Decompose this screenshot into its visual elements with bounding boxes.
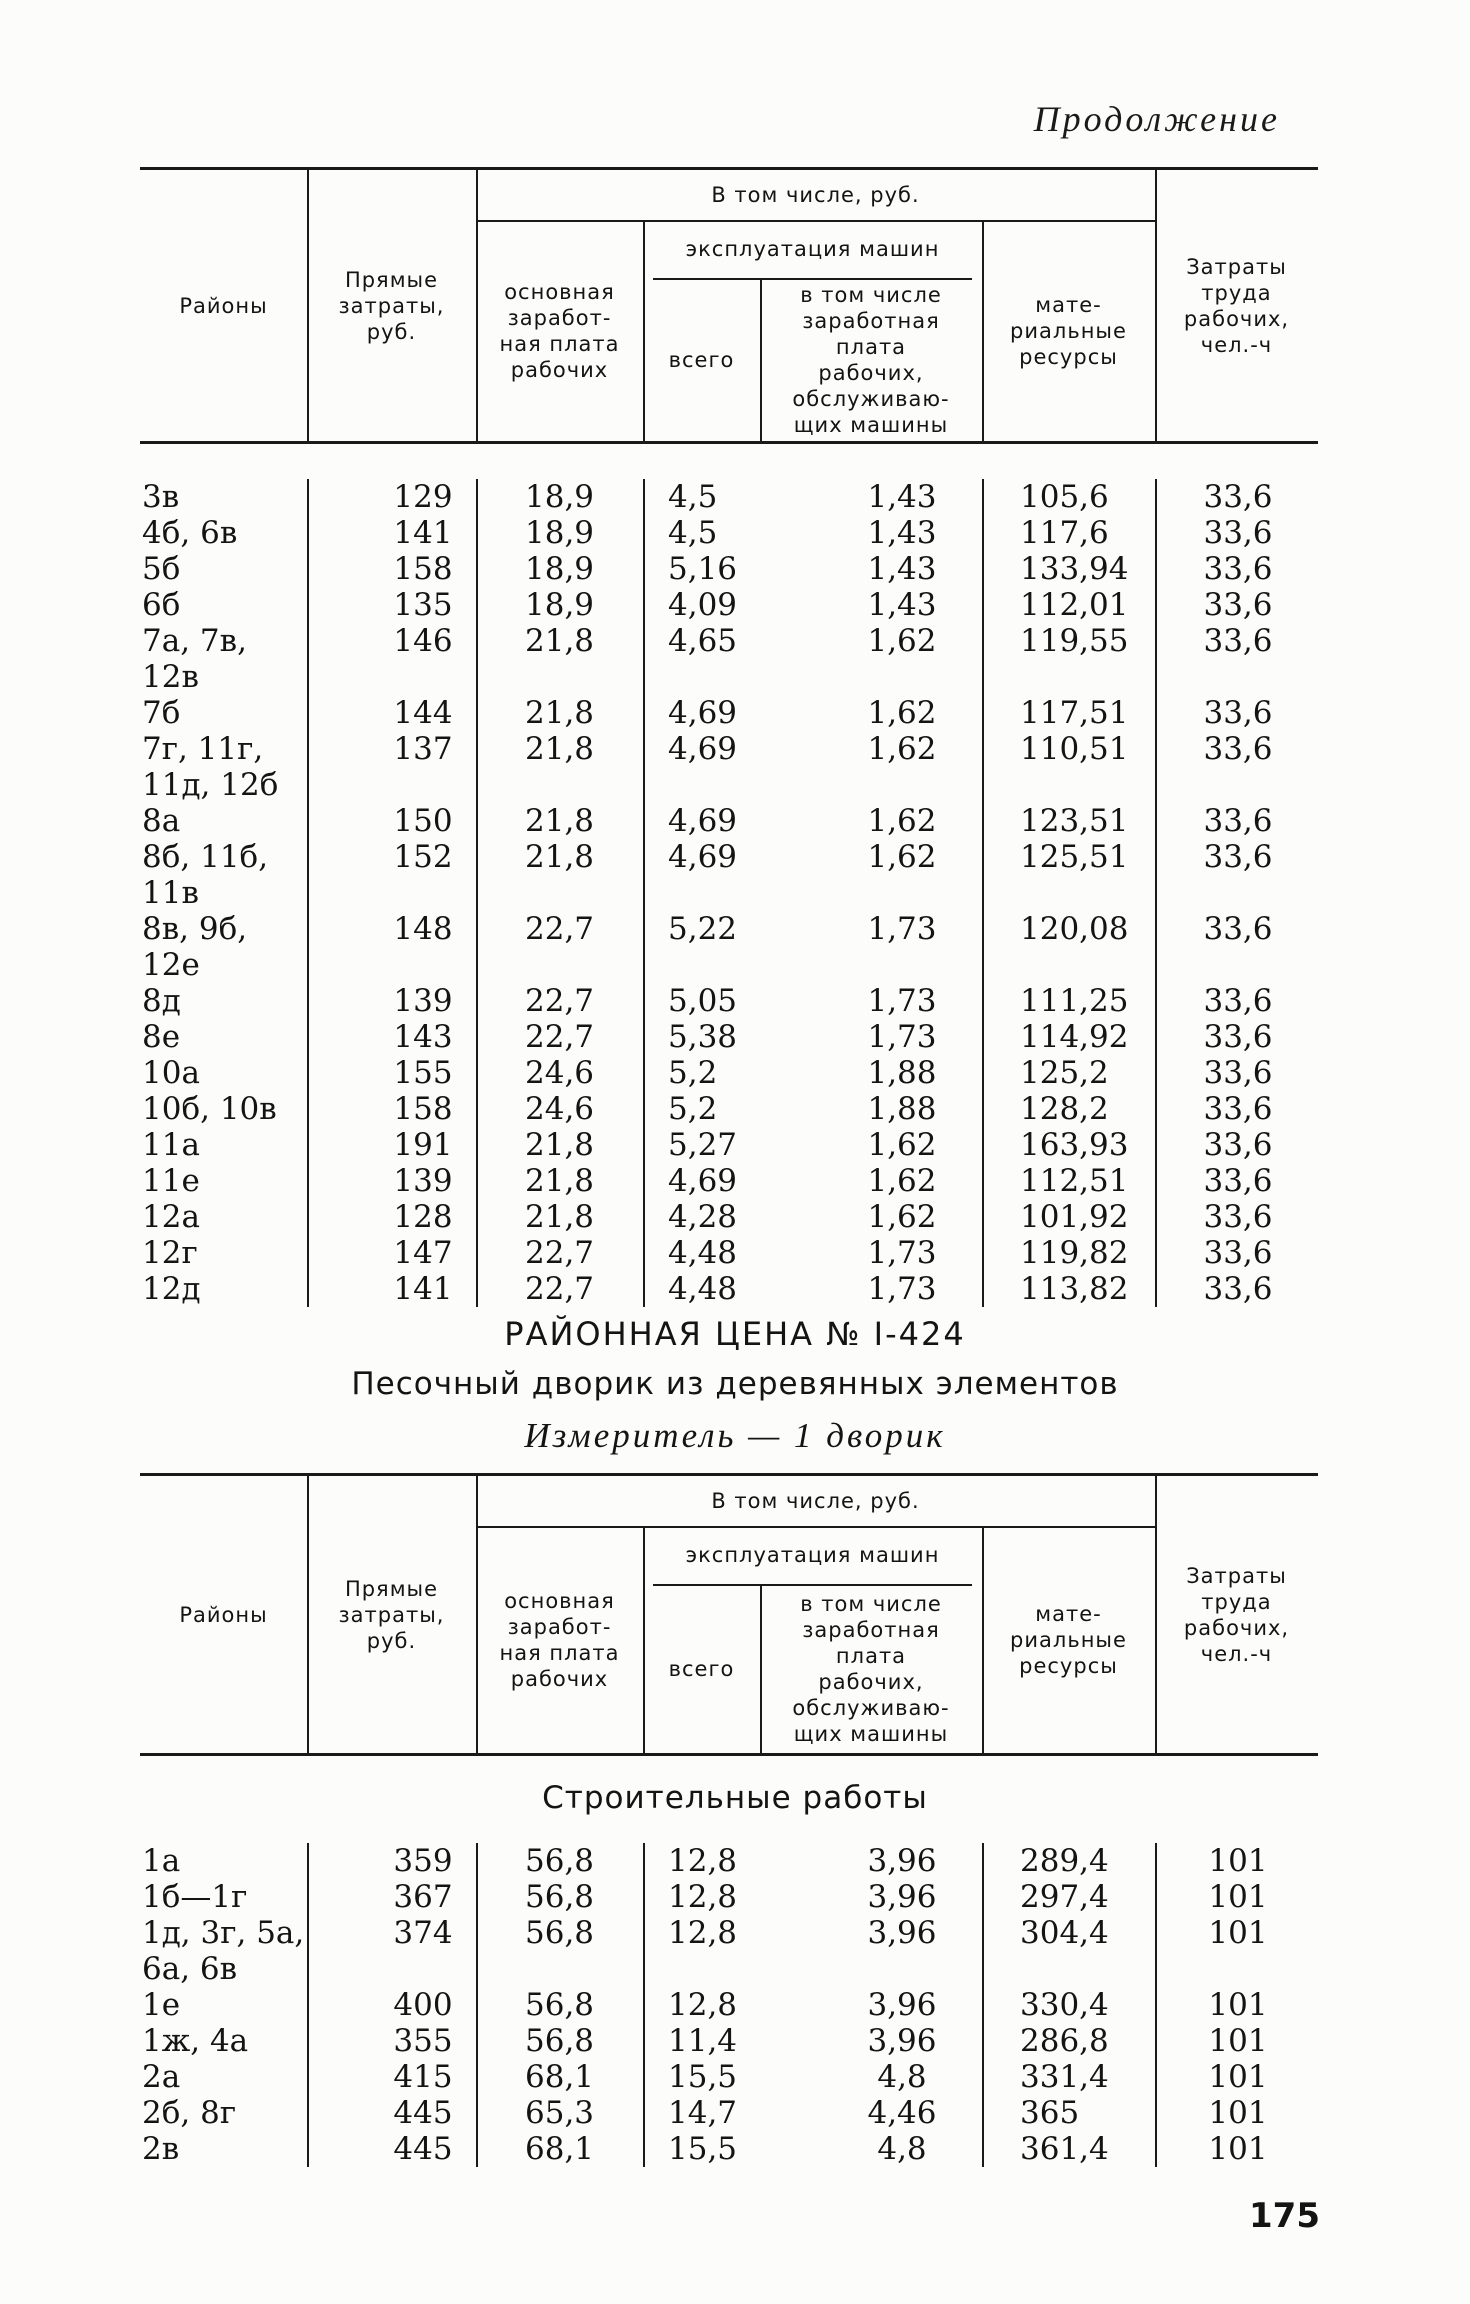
- row-labor: 101: [1208, 2023, 1268, 2059]
- row-labor: 101: [1208, 1843, 1268, 1879]
- row-base-wage: 18,9: [525, 551, 595, 587]
- row-base-wage: 22,7: [525, 911, 595, 947]
- row-region: 8а: [142, 803, 181, 839]
- row-base-wage: 56,8: [525, 1987, 595, 2023]
- row-base-wage: 56,8: [525, 2023, 595, 2059]
- row-labor: 33,6: [1203, 731, 1273, 767]
- header-total: всего: [668, 1656, 735, 1681]
- row-region: 7б: [142, 695, 181, 731]
- row-region: 2б, 8г: [142, 2095, 237, 2131]
- row-materials: 365: [1020, 2095, 1080, 2131]
- row-machine-total: 4,09: [668, 587, 738, 623]
- row-labor: 33,6: [1203, 803, 1273, 839]
- row-region: 10а: [142, 1055, 200, 1091]
- row-region: 4б, 6в: [142, 515, 238, 551]
- row-labor: 33,6: [1203, 911, 1273, 947]
- row-machine-wage: 1,43: [867, 551, 937, 587]
- row-machine-total: 15,5: [668, 2131, 738, 2167]
- price-subtitle: Песочный дворик из деревянных элементов: [351, 1366, 1119, 1402]
- header-direct-costs: Прямые затраты, руб.: [338, 267, 445, 344]
- header-regions: Районы: [179, 293, 268, 318]
- row-machine-wage: 1,62: [867, 839, 937, 875]
- header-machine-wage: в том числе заработная плата рабочих, обслуживаю- щих машины: [792, 1591, 950, 1746]
- table1-body: [140, 479, 1318, 1307]
- row-direct-costs: 374: [393, 1915, 453, 1951]
- row-direct-costs: 445: [393, 2131, 453, 2167]
- row-machine-wage: 1,62: [867, 695, 937, 731]
- row-base-wage: 21,8: [525, 695, 595, 731]
- row-machine-wage: 1,62: [867, 1163, 937, 1199]
- row-machine-total: 5,22: [668, 911, 738, 947]
- row-direct-costs: 155: [393, 1055, 453, 1091]
- row-machine-total: 11,4: [668, 2023, 738, 2059]
- row-machine-wage: 1,73: [867, 1019, 937, 1055]
- row-direct-costs: 141: [393, 1271, 453, 1307]
- row-machine-wage: 1,73: [867, 1235, 937, 1271]
- header-machine-ops: эксплуатация машин: [685, 237, 940, 261]
- row-machine-wage: 3,96: [867, 1843, 937, 1879]
- row-direct-costs: 135: [393, 587, 453, 623]
- price-title: РАЙОННАЯ ЦЕНА № I-424: [504, 1315, 966, 1353]
- row-machine-wage: 1,62: [867, 731, 937, 767]
- row-base-wage: 18,9: [525, 515, 595, 551]
- header-including: В том числе, руб.: [711, 183, 920, 207]
- header-materials: мате- риальные ресурсы: [1010, 1601, 1127, 1678]
- row-machine-total: 12,8: [668, 1915, 738, 1951]
- row-machine-wage: 1,88: [867, 1055, 937, 1091]
- row-machine-total: 12,8: [668, 1879, 738, 1915]
- row-materials: 361,4: [1020, 2131, 1109, 2167]
- row-direct-costs: 129: [393, 479, 453, 515]
- page-number: 175: [1249, 2196, 1320, 2236]
- row-base-wage: 21,8: [525, 803, 595, 839]
- row-direct-costs: 400: [393, 1987, 453, 2023]
- row-materials: 119,55: [1020, 623, 1129, 659]
- row-machine-total: 5,27: [668, 1127, 738, 1163]
- row-labor: 33,6: [1203, 1019, 1273, 1055]
- table-row: [140, 911, 1318, 983]
- row-region: 8е: [142, 1019, 181, 1055]
- table-row: [140, 1235, 1318, 1271]
- row-machine-total: 12,8: [668, 1987, 738, 2023]
- table-row: [140, 587, 1318, 623]
- row-materials: 123,51: [1020, 803, 1129, 839]
- row-direct-costs: 144: [393, 695, 453, 731]
- row-machine-total: 4,69: [668, 731, 738, 767]
- table-row: [140, 515, 1318, 551]
- row-base-wage: 22,7: [525, 1019, 595, 1055]
- price-table-2: [140, 1473, 1318, 1756]
- row-machine-wage: 1,62: [867, 1127, 937, 1163]
- row-base-wage: 21,8: [525, 731, 595, 767]
- row-machine-total: 12,8: [668, 1843, 738, 1879]
- row-machine-wage: 1,88: [867, 1091, 937, 1127]
- table2-body: [140, 1843, 1318, 2167]
- row-materials: 112,51: [1020, 1163, 1129, 1199]
- row-materials: 105,6: [1020, 479, 1109, 515]
- row-materials: 117,51: [1020, 695, 1129, 731]
- row-machine-wage: 3,96: [867, 1879, 937, 1915]
- row-machine-total: 4,69: [668, 839, 738, 875]
- row-labor: 33,6: [1203, 1091, 1273, 1127]
- table-row: [140, 1915, 1318, 1987]
- row-region: 12д: [142, 1271, 201, 1307]
- row-machine-total: 4,48: [668, 1235, 738, 1271]
- table-row: [140, 1199, 1318, 1235]
- row-region: 12а: [142, 1199, 200, 1235]
- row-machine-total: 4,69: [668, 803, 738, 839]
- row-base-wage: 21,8: [525, 839, 595, 875]
- row-machine-total: 4,69: [668, 695, 738, 731]
- row-machine-total: 5,38: [668, 1019, 738, 1055]
- table-row: [140, 2023, 1318, 2059]
- row-materials: 114,92: [1020, 1019, 1129, 1055]
- table-row: [140, 839, 1318, 911]
- row-machine-total: 4,5: [668, 515, 718, 551]
- table-row: [140, 1055, 1318, 1091]
- row-machine-wage: 1,62: [867, 1199, 937, 1235]
- row-base-wage: 21,8: [525, 623, 595, 659]
- row-materials: 101,92: [1020, 1199, 1129, 1235]
- row-base-wage: 22,7: [525, 1235, 595, 1271]
- row-machine-wage: 1,62: [867, 623, 937, 659]
- row-materials: 286,8: [1020, 2023, 1109, 2059]
- table-row: [140, 695, 1318, 731]
- row-direct-costs: 137: [393, 731, 453, 767]
- row-machine-wage: 3,96: [867, 2023, 937, 2059]
- row-base-wage: 18,9: [525, 479, 595, 515]
- row-base-wage: 18,9: [525, 587, 595, 623]
- row-machine-total: 14,7: [668, 2095, 738, 2131]
- table-row: [140, 1127, 1318, 1163]
- row-labor: 33,6: [1203, 479, 1273, 515]
- table-row: [140, 803, 1318, 839]
- row-base-wage: 22,7: [525, 1271, 595, 1307]
- row-materials: 112,01: [1020, 587, 1129, 623]
- row-direct-costs: 191: [393, 1127, 453, 1163]
- row-base-wage: 56,8: [525, 1915, 595, 1951]
- row-labor: 101: [1208, 2095, 1268, 2131]
- row-labor: 33,6: [1203, 983, 1273, 1019]
- row-materials: 163,93: [1020, 1127, 1129, 1163]
- row-materials: 133,94: [1020, 551, 1129, 587]
- row-materials: 125,51: [1020, 839, 1129, 875]
- row-direct-costs: 141: [393, 515, 453, 551]
- row-machine-total: 5,2: [668, 1055, 718, 1091]
- row-region: 7г, 11г, 11д, 12б: [142, 731, 279, 803]
- row-base-wage: 21,8: [525, 1199, 595, 1235]
- table-row: [140, 2095, 1318, 2131]
- row-direct-costs: 139: [393, 983, 453, 1019]
- table-row: [140, 1271, 1318, 1307]
- row-base-wage: 56,8: [525, 1843, 595, 1879]
- header-machine-wage: в том числе заработная плата рабочих, обслуживаю- щих машины: [792, 282, 950, 437]
- row-machine-wage: 1,73: [867, 983, 937, 1019]
- header-machine-ops: эксплуатация машин: [685, 1543, 940, 1567]
- row-materials: 119,82: [1020, 1235, 1129, 1271]
- row-machine-total: 4,65: [668, 623, 738, 659]
- row-direct-costs: 152: [393, 839, 453, 875]
- row-region: 1ж, 4а: [142, 2023, 249, 2059]
- row-machine-total: 4,48: [668, 1271, 738, 1307]
- table-row: [140, 1987, 1318, 2023]
- header-direct-costs: Прямые затраты, руб.: [338, 1576, 445, 1653]
- table-row: [140, 2059, 1318, 2095]
- table2-header: [140, 1473, 1318, 1756]
- row-labor: 101: [1208, 2131, 1268, 2167]
- row-direct-costs: 445: [393, 2095, 453, 2131]
- row-machine-wage: 4,46: [867, 2095, 937, 2131]
- row-labor: 33,6: [1203, 839, 1273, 875]
- row-region: 8б, 11б, 11в: [142, 839, 269, 911]
- row-direct-costs: 158: [393, 551, 453, 587]
- row-region: 7а, 7в, 12в: [142, 623, 247, 695]
- row-region: 8в, 9б, 12е: [142, 911, 248, 983]
- measure-unit: Измеритель — 1 дворик: [524, 1416, 946, 1455]
- row-machine-total: 15,5: [668, 2059, 738, 2095]
- row-direct-costs: 158: [393, 1091, 453, 1127]
- row-labor: 33,6: [1203, 515, 1273, 551]
- row-base-wage: 24,6: [525, 1091, 595, 1127]
- row-base-wage: 65,3: [525, 2095, 595, 2131]
- row-base-wage: 68,1: [525, 2059, 595, 2095]
- header-materials: мате- риальные ресурсы: [1010, 292, 1127, 369]
- row-machine-wage: 1,62: [867, 803, 937, 839]
- row-machine-wage: 4,8: [877, 2131, 927, 2167]
- header-base-wage: основная заработ- ная плата рабочих: [499, 1588, 620, 1691]
- row-labor: 33,6: [1203, 1199, 1273, 1235]
- row-machine-total: 5,16: [668, 551, 738, 587]
- table-row: [140, 731, 1318, 803]
- row-materials: 330,4: [1020, 1987, 1109, 2023]
- header-labor: Затраты труда рабочих, чел.-ч: [1183, 1563, 1290, 1666]
- row-base-wage: 22,7: [525, 983, 595, 1019]
- header-regions: Районы: [179, 1602, 268, 1627]
- row-direct-costs: 148: [393, 911, 453, 947]
- row-materials: 111,25: [1020, 983, 1129, 1019]
- row-base-wage: 24,6: [525, 1055, 595, 1091]
- row-materials: 117,6: [1020, 515, 1109, 551]
- continuation-label: Продолжение: [1033, 99, 1280, 139]
- row-region: 11а: [142, 1127, 200, 1163]
- row-labor: 33,6: [1203, 1127, 1273, 1163]
- table-row: [140, 983, 1318, 1019]
- price-table-2-body-wrap: [140, 1843, 1318, 2167]
- row-labor: 33,6: [1203, 551, 1273, 587]
- row-direct-costs: 150: [393, 803, 453, 839]
- row-direct-costs: 355: [393, 2023, 453, 2059]
- row-region: 3в: [142, 479, 180, 515]
- row-labor: 33,6: [1203, 1271, 1273, 1307]
- row-materials: 110,51: [1020, 731, 1129, 767]
- row-machine-wage: 1,73: [867, 911, 937, 947]
- table-row: [140, 1091, 1318, 1127]
- row-direct-costs: 415: [393, 2059, 453, 2095]
- table-row: [140, 551, 1318, 587]
- row-direct-costs: 147: [393, 1235, 453, 1271]
- row-labor: 101: [1208, 1987, 1268, 2023]
- row-direct-costs: 139: [393, 1163, 453, 1199]
- row-machine-total: 4,28: [668, 1199, 738, 1235]
- table-row: [140, 479, 1318, 515]
- table-row: [140, 1879, 1318, 1915]
- row-materials: 125,2: [1020, 1055, 1109, 1091]
- table-row: [140, 1163, 1318, 1199]
- row-labor: 101: [1208, 1915, 1268, 1951]
- row-region: 1б—1г: [142, 1879, 248, 1915]
- row-region: 5б: [142, 551, 181, 587]
- row-materials: 289,4: [1020, 1843, 1109, 1879]
- table-row: [140, 1019, 1318, 1055]
- row-machine-total: 5,05: [668, 983, 738, 1019]
- row-materials: 304,4: [1020, 1915, 1109, 1951]
- row-direct-costs: 146: [393, 623, 453, 659]
- row-labor: 33,6: [1203, 623, 1273, 659]
- row-machine-wage: 1,43: [867, 515, 937, 551]
- row-region: 12г: [142, 1235, 198, 1271]
- row-materials: 331,4: [1020, 2059, 1109, 2095]
- table-row: [140, 623, 1318, 695]
- row-base-wage: 21,8: [525, 1163, 595, 1199]
- section-label: Строительные работы: [542, 1780, 928, 1816]
- row-labor: 101: [1208, 2059, 1268, 2095]
- row-region: 1а: [142, 1843, 181, 1879]
- row-region: 2а: [142, 2059, 181, 2095]
- table-row: [140, 2131, 1318, 2167]
- header-total: всего: [668, 347, 735, 372]
- header-including: В том числе, руб.: [711, 1489, 920, 1513]
- table-row: [140, 1843, 1318, 1879]
- row-labor: 33,6: [1203, 1235, 1273, 1271]
- row-direct-costs: 367: [393, 1879, 453, 1915]
- row-region: 1е: [142, 1987, 181, 2023]
- row-machine-wage: 1,73: [867, 1271, 937, 1307]
- row-direct-costs: 128: [393, 1199, 453, 1235]
- row-machine-wage: 1,43: [867, 587, 937, 623]
- row-machine-total: 4,5: [668, 479, 718, 515]
- row-labor: 33,6: [1203, 1055, 1273, 1091]
- row-region: 2в: [142, 2131, 180, 2167]
- row-materials: 113,82: [1020, 1271, 1129, 1307]
- row-labor: 33,6: [1203, 695, 1273, 731]
- row-labor: 33,6: [1203, 587, 1273, 623]
- row-region: 1д, 3г, 5а, 6а, 6в: [142, 1915, 305, 1987]
- row-labor: 101: [1208, 1879, 1268, 1915]
- row-base-wage: 21,8: [525, 1127, 595, 1163]
- row-base-wage: 56,8: [525, 1879, 595, 1915]
- row-region: 6б: [142, 587, 181, 623]
- row-region: 8д: [142, 983, 181, 1019]
- row-materials: 297,4: [1020, 1879, 1109, 1915]
- row-region: 10б, 10в: [142, 1091, 277, 1127]
- row-machine-total: 5,2: [668, 1091, 718, 1127]
- row-machine-total: 4,69: [668, 1163, 738, 1199]
- header-labor: Затраты труда рабочих, чел.-ч: [1183, 254, 1290, 357]
- row-machine-wage: 4,8: [877, 2059, 927, 2095]
- row-machine-wage: 1,43: [867, 479, 937, 515]
- table1-header: [140, 167, 1318, 444]
- row-machine-wage: 3,96: [867, 1987, 937, 2023]
- row-direct-costs: 359: [393, 1843, 453, 1879]
- row-base-wage: 68,1: [525, 2131, 595, 2167]
- price-table-1: [140, 167, 1318, 1307]
- row-region: 11е: [142, 1163, 200, 1199]
- row-materials: 120,08: [1020, 911, 1129, 947]
- row-machine-wage: 3,96: [867, 1915, 937, 1951]
- header-base-wage: основная заработ- ная плата рабочих: [499, 279, 620, 382]
- row-labor: 33,6: [1203, 1163, 1273, 1199]
- row-materials: 128,2: [1020, 1091, 1109, 1127]
- row-direct-costs: 143: [393, 1019, 453, 1055]
